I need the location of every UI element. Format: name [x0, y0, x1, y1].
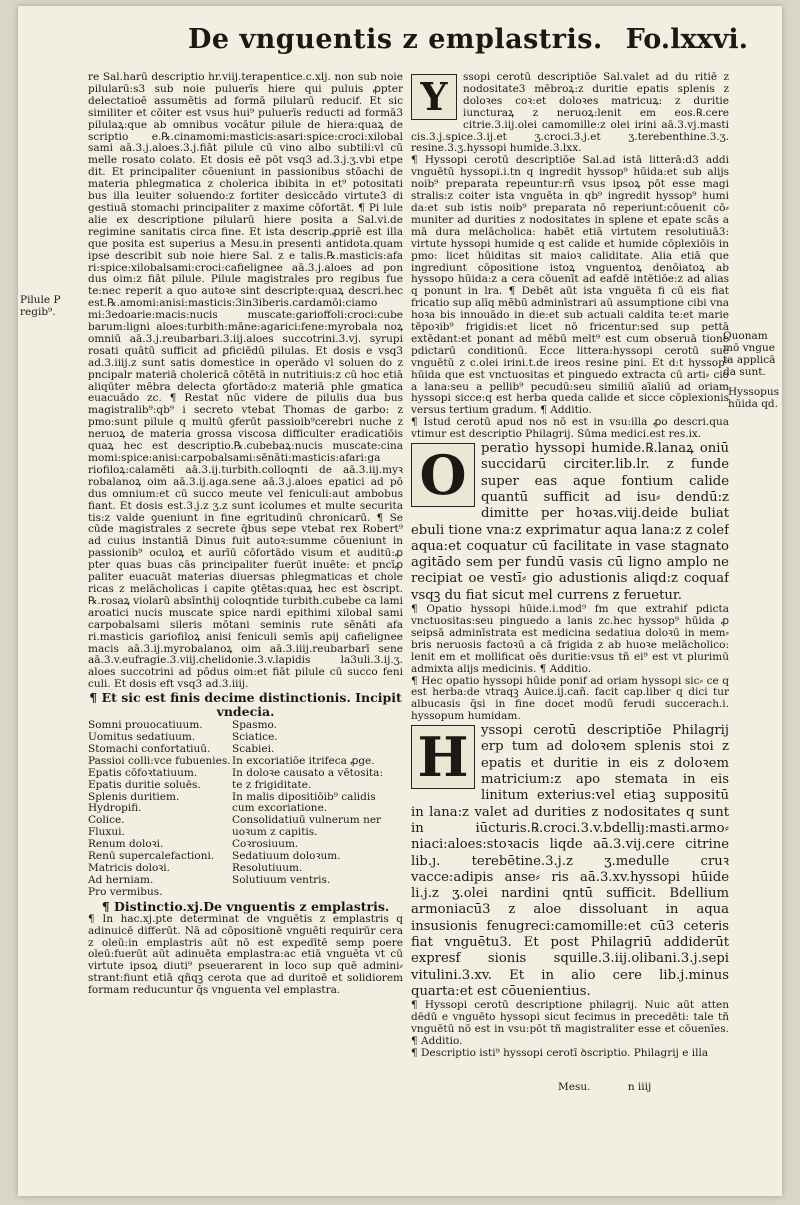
running-header [188, 24, 748, 70]
index-item: Renū supercalefactioni. [88, 850, 215, 863]
distinction-xi-intro: ¶ In hac.xj.pte determinat de vnguētis z emplastris q adinuicē differūt. Nā ad cōpositionē vnguēti requirūr cera z oleū:in emplastris aūt nō est expedītē semp poere oleū:fuerūt aūt adinuēta emplastra:ac etiā vnguēta vt cū virtute ipsoꝝ diuti⁹ pseuerarent in loco sup quē admini⸗ strant:fiunt etiā qñqꝫ cerota que ad duritoē et solidiorem formam reducuntur q̄s vnguenta vel emplastra. [88, 912, 403, 997]
hyssopi-commentary: ¶ Hyssopi cerotū descriptiōe Sal.ad istā litterā:d3 addi vnguētū hyssopi.i.tn q ingredit hyssop⁹ hūida:et sub alijs noib⁹ preparata repeuntur:rñ vsus ipsoꝝ pōt esse magi stralis:z coiter ista vnguēta in qb⁹ ingredit hyssop⁹ humi da:et sub istis noib⁹ preparata nō reperiunt:cōuenit cō⸗ muniter ad durities z nodositates in splene et epate scās a mā dura melācholica: habēt etiā virtutem resolutiuā3: virtute hyssopi humide q est calide et humide cōplexiōis in pmo: licet hūiditas sit maioꝛ caliditate. Alia etiā que ingrediunt cōpositione istoꝝ vnguentoꝝ denōiatoꝝ ab hyssopo hūida:z a cera cōuenīt ad eafdē intētiōe:z ad alias q ponunt in lra. ¶ Debēt aūt ista vnguēta fi cū eis fiat fricatio sup alīq mēbū adminīstrari aū assumptione cibi vna hoꝛa bis innouādo in die:et sub actuali caldita te:et marie tēpoꝛib⁹ frigidis:et licet nō fricentur:sed sup pettā extēdant:et ponant ad mēbū melt⁹ est cum obseruā tione pdictarū conditionū. Ecce littera:hyssopi cerotū sue vnguētū z c.olei irini.t.de ireos resine pini. Et d:t hyssop⁹ hūida que est vnctuositas et pinguedo extracta cū arti⸗ cio a lana:seu a pellib⁹ pecudū:seu similiū aīaliū ad oriam hyssopi sicce:q est herba queda calide et sicce cōplexionis versus tertium gradum. ¶ Additio. [411, 154, 729, 417]
index-item: In doloꝛe causato a vētosita: [232, 766, 383, 779]
index-item: Colice. [88, 814, 125, 827]
index-item: Sciatice. [232, 731, 278, 744]
signature-mark: n iiij [627, 1081, 652, 1093]
index-item: Consolidatiuū vulnerum ner [232, 814, 382, 827]
index-item: In excoriatiōe itrifeca ꝓge. [232, 754, 375, 767]
left-column [88, 72, 403, 1082]
pilule-hiera-text: re Sal.harū descriptio hr.viij.terapentice.c.xlj. non sub noie pilularū:s3 sub noie puluerīs hiere qui puluis ꝓpter delectatioē assumētis ad formā pilularū reducif. Et sic similiter et cōiter est vsus hui⁹ puluerīs reducti ad formā3 pilulaꝝ:que ab omnibus vocātur pilule de hiera:quaꝝ de scriptio e.℞.cinamomi:masticis:asari:spice:croci:xilobal sami aā.3.j.aloes.3.j.fiāt pilule cū vino albo subtili:vl cū melle rosato colato. Et dosis eē pōt vsq3 ad.3.j.ʒ.vbi etpe dit. Et principaliter cōueniunt in passionibus stōachi de materia phlegmatica z cholerica ibibita in et⁹ potositati bus illa leuiter soluendo:z fortiter desiccādo virtute3 di gestiuā stomachi principaliter z maxime cōfortāt. ¶ Pi lule alie ex descriptione pilularū hiere posita a Sal.vi.de regimine sanitatis circa fine. Et ista descrip.ꝓpriē est illa que posita est superius a Mesu.in presenti antidota.quam ipse describit sub noie hiere Sal. z e talis.℞.masticis:afa ri:spice:xilobalsami:croci:cafielignee aā.3.j.aloes ad pon dus oim:z fiāt pilule. Pilule magistrales pro regibus fue te:nec reperit a quo autoꝛe sint descripte:quaꝝ descri.hec est.℞.amomi:anisi:masticis:3in3iberis.cardamōi:ciamo mi:3edoarie:macis:nucis muscate:garioffoli:croci:cube barum:ligni aloes:turbith:māne:agarici:fene:myrobala noꝝ omniū aā.3.j.reubarbari.3.iij.aloes succotrini.3.vj. syrupi rosati quātū sufficit ad ꝑficiēdū pilulas. Et dosis e vsq3 ad.3.iiij.z sunt satis domestice in operādo vl soluen do z pncipalr materiā cholericā cōtētā in nutritiuis:z cū hoc etiā aliqūter mēbra delecta ꝯfortādo:z materiā phle gmatica euacuādo zc. ¶ Restat nūc videre de pilulis dua bus magistralib⁹:qb⁹ i secreto vtebat Thomas de garbo: z pmo:sunt pilule q multū ꝯferūt passioib⁹cerebri nuche z neruoꝝ de materia grossa viscosa difficulter eradicatiōis quaꝝ hec est descriptio.℞.cubebaꝝ:nucis muscate:cina momi:spice:anisi:carpobalsami:sēnāti:masticis:afari:ga riofiloꝝ:calamēti aā.3.ij.turbith.colloqnti de aā.3.iij.myꝛ robalanoꝝ oim aā.3.ij.aga.sene aā.3.j.aloes epatici ad pō dus omnium:et cū succo meute vel feniculi:aut ambobus fiant. Et dosis est.3.j.z ʒ.z sunt icolumes et multe securita tis:z valde ꝯueniunt in fine egritudinū chronicarū. ¶ Se cūde magistrales z secrete q̄bus sepe vtebat rex Robert⁹ ad cuius instantiā Dinus fuit autoꝛ:summe cōueniunt in passionib⁹ oculoꝝ et aurīū cōfortādo visum et auditū:ꝓ pter quas buas cās principaliter fuerūt inuēte: et pncīꝓ paliter euacuāt materias diuersas phlegmaticas et chole ricas z melācholicas i capite ꝯtētas:quaꝝ hec est ꝺscript. ℞.rosaꝝ violarū absīnthij coloqntide turbith.cubebe ca lami aroatici nucis muscate spice nardi epithimi xilobal sami carpobalsami sileris mōtani seminis rute sēnāti afa ri.masticis gariofiloꝝ anisi feniculi semīs apij cafielignee macis aā.3.ij.myrobalanoꝝ oim aā.3.iiij.reubarbarī sene aā.3.v.eufragie.3.viij.chelidonie.3.v.lapidis la3uli.3.ij.ʒ. aloes succotrini ad pōdus oim:et fiāt pilule cū succo feni culi. Et dosis eft vsq3 ad.3.iiij. [88, 72, 403, 691]
folio-number: Fo.lxxvi. [625, 24, 748, 55]
index-item: Coꝛrosiuum. [232, 838, 299, 851]
index-item: Hydropifi. [88, 802, 142, 815]
index-item: te z frigiditate. [232, 778, 312, 791]
index-item: Somni prouocatiuum. [88, 719, 203, 732]
initial-letter: H [411, 725, 475, 789]
chapter-index-table [88, 720, 403, 899]
index-item: Ad herniam. [88, 873, 154, 886]
initial-letter: Y [411, 74, 457, 120]
index-item: Passioi colli:vce fubuenies. [88, 754, 231, 767]
index-item: Solutiuum ventris. [232, 873, 331, 886]
book-page [18, 6, 782, 1196]
distinction-xi-heading: ¶ Distinctio.xj.De vnguentis z emplastris. [101, 898, 390, 914]
hyssopi-cerotum-sal-text: ssopi cerotū descriptiōe Sal.valet ad du ritiē z nodositate3 mēbroꝝ:z duritie epatis splenis z doloꝛes coꝛ:et doloꝛes matricuꝝ: z duritie iuncturaꝝ z neruoꝝ:lenit em eos.℞.cere citrie.3.iij.olei camomille:z olei irini aā.3.vj.masti cis.3.j.spice.3.ij.et ʒ.croci.3.j.et ʒ.terebenthine.3.ʒ. resine.3.ʒ.hyssopi humide.3.lxx. [411, 72, 729, 155]
page-footer [558, 1081, 651, 1093]
index-item: Splenis duritiem. [88, 790, 180, 803]
margin-note-right-applica: Quonam mō vngue ta applicā da sunt. [723, 330, 776, 378]
opatio-commentary: ¶ Opatio hyssopi hūide.i.mod⁹ fm que extrahif pdicta vnctuositas:seu pinguedo a lanis zc.hec hyssop⁹ hūida ꝓ seipsā adminīstrata est medicina sedatiua doloꝛū in mem⸗ bris neruosis factoꝛū a cā frigida z ab huoꝛe melācholico: lenit em et mollificat oēs duritie:vsus tñ ei⁹ est vt plurimū admixta alijs medicinis. ¶ Additio. [411, 603, 729, 675]
index-item: Stomachi confortatiuū. [88, 742, 211, 755]
operatio-paragraph [411, 441, 729, 604]
catchword: Mesu. [558, 1081, 591, 1093]
index-item: Uomitus sedatiuum. [88, 731, 196, 744]
cerotum-usage-note: ¶ Istud cerotū apud nos nō est in vsu:illa ꝓo descri.qua vtimur est descriptio Philagrij. Sūma medici.est res.ix. [411, 416, 729, 441]
index-item: Renum doloꝛi. [88, 838, 164, 851]
operatio-text: peratio hyssopi humide.℞.lanaꝝ oniū succidarū circiter.lib.lr. z funde super eas aque fontium calide quantū sufficit ad isu⸗ dendū:z dimitte per hoꝛas.viij.deide buliat ebuli tione vna:z exprimatur aqua lana:z z colef aqua:et coquatur cū facilitate in vase stagnato agitādo sem per fundū vasis cū ligno amplo ne recipiat oe vestī⸗ gio adustionis aliqd:z coquaf vsqꝫ du fiat sicut mel currens z feruetur. [411, 441, 729, 603]
index-item: uoꝛum z capitis. [232, 826, 318, 839]
index-item: Epatis cōfoꝛtatiuum. [88, 766, 198, 779]
index-item [232, 887, 402, 899]
initial-letter: O [411, 443, 475, 507]
index-item: Resolutiuum. [232, 862, 303, 874]
index-item: Scabiei. [232, 742, 275, 755]
index-item: Sedatiuum doloꝛum. [232, 850, 341, 863]
right-column [411, 72, 729, 1087]
index-item: Epatis duritie soluēs. [88, 778, 201, 791]
descriptio-closing: ¶ Descriptio isti⁹ hyssopi cerotī ꝺscriptio. Philagrij e illa [411, 1046, 709, 1059]
philagrius-commentary: ¶ Hyssopi cerotū descriptione philagrij. Nuic aūt atten dēdū e vnguēto hyssopi sicut fecimus in precedēti: tale tñ vnguētū nō est in vsu:pōt tñ magistraliter esse et cōuenīes. ¶ Additio. [411, 999, 729, 1047]
index-item: cum excoriatione. [232, 802, 328, 815]
margin-note-right-hyssopus: Hyssopus hūida qd. [728, 386, 780, 410]
hyssopi-cerotum-sal-paragraph [411, 72, 729, 155]
running-title: De vnguentis z emplastris. [188, 24, 603, 55]
hec-opatio-note: ¶ Hec opatio hyssopi hūide ponif ad oriam hyssopi sic⸗ ce q est herba:de vtraqꝫ Auice.ij.cañ. facit cap.liber q dici tur albucasis q̄si in fine docet modū ferudi succerach.i. hyssopum humidam. [411, 674, 729, 723]
index-item: Spasmo. [232, 719, 277, 732]
index-item: Matricis doloꝛi. [88, 862, 170, 874]
index-item: In malis dipositiōib⁹ calidis [232, 790, 376, 803]
margin-note-left: Pilule P regib⁹. [20, 294, 61, 318]
philagrius-text: yssopi cerotū descriptiōe Philagrij erp tum ad doloꝛem splenis stoi z epatis et duritie in eis z doloꝛem matricium:z apo stemata in eis linitum exterius:vel etiaꝫ suppositū in lana:z valet ad durities z nodositates q sunt in iūcturis.℞.croci.3.v.bdelliȷ:masti.armo⸗ niaci:aloes:stoꝛacis liqde aā.3.vij.cere citrine lib.ȷ. terebētine.3.j.z ʒ.medulle cruꝛ vacce:adipis anse⸗ ris aā.3.xv.hyssopi hūide li.j.z ʒ.olei nardini qntū sufficit. Bdellium armoniacū3 z aloe dissoluant in aqua insusionis fenugreci:camomille:et cū3 ceteris fiat vnguētu3. Et post Philagriū addiderūt expresf sionis squille.3.iij.olibani.3.j.sepi vitulini.3.xv. Et in alio cere lib.j.minus quarta:et est cōuenientius. [411, 723, 729, 999]
philagrius-paragraph [411, 723, 729, 1000]
index-item: Fluxui. [88, 826, 125, 839]
index-item: Pro vermibus. [88, 885, 163, 898]
distinction-end-heading: ¶ Et sic est finis decime distinctionis. Incipit vndecia. [89, 690, 402, 720]
